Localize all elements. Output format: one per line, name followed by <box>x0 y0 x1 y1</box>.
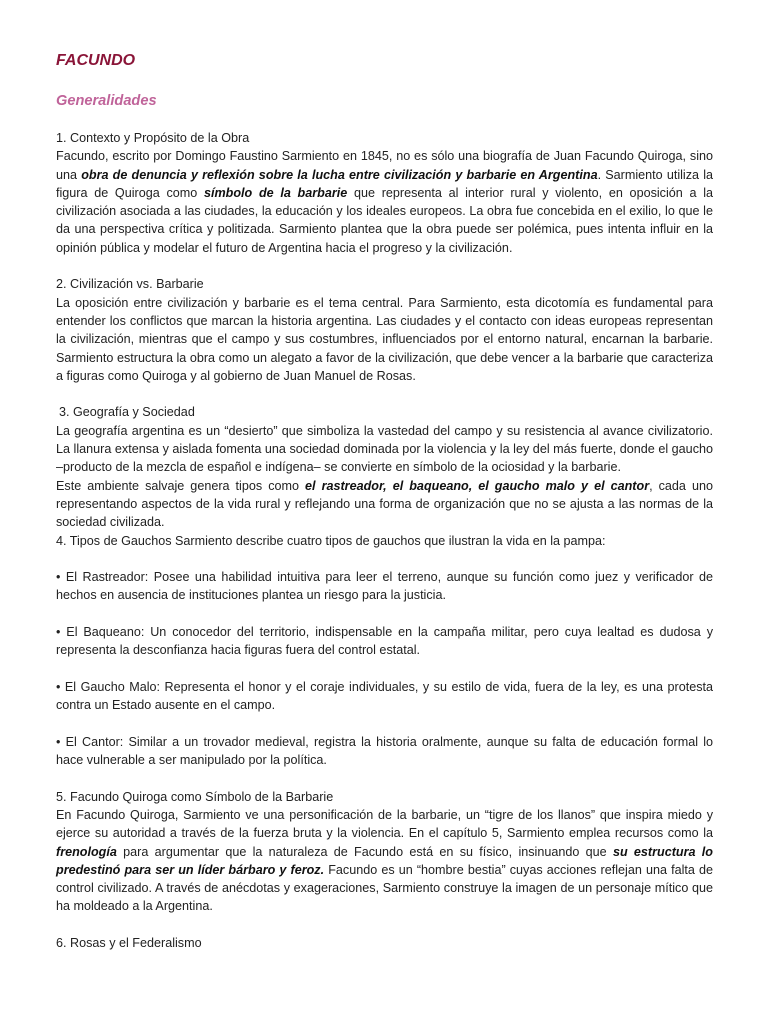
text-run: . Sarmiento utiliza la figura de Quiroga como <box>56 167 713 200</box>
emphasis-run: símbolo de la barbarie <box>203 185 348 200</box>
text-run: En Facundo Quiroga, Sarmiento ve una personificación de la barbarie, un “tigre de los llanos” que inspira miedo y ejerce su autoridad a través de la fuerza bruta y la violencia. En el capítulo 5, Sarmiento emplea recursos como la <box>56 807 713 841</box>
section-3-body-2 <box>56 477 713 532</box>
section-3-heading: 3. Geografía y Sociedad <box>59 405 195 420</box>
section-6 <box>56 934 713 952</box>
text-run: para argumentar que la naturaleza de Facundo está en su físico, insinuando que <box>116 844 613 859</box>
bullet-item: • El Baqueano: Un conocedor del territorio, indispensable en la campaña militar, pero cuya lealtad es dudosa y representa la desconfianza hacia figuras fuera del control estatal. <box>56 625 713 658</box>
section-2-body: La oposición entre civilización y barbarie es el tema central. Para Sarmiento, esta dicotomía es fundamental para entender los conflictos que marcan la historia argentina. Las ciudades y el contacto con ideas europeas representan la civilización, mientras que el campo y sus costumbres, influenciados por el entorno natural, encarnan la barbarie. Sarmiento estructura la obra como un alegato a favor de la civilización, que debe vencer a la barbarie que caracteriza a figuras como Quiroga y al gobierno de Juan Manuel de Rosas. <box>56 295 713 383</box>
text-run: que representa al interior rural y violento, en oposición a la civilización asociada a las ciudades, la educación y los ideales europeos. La obra fue concebida en el exilio, lo que le da una perspectiva crítica y politizada. Sarmiento plantea que la obra puede ser polémica, pues intenta influir en la opinión pública y modelar el futuro de Argentina hacia el progreso y la civilización. <box>56 185 713 255</box>
section-5-body <box>56 806 713 916</box>
emphasis-run: obra de denuncia y reflexión sobre la lucha entre civilización y barbarie en Argentina <box>81 167 598 182</box>
section-3 <box>56 403 713 531</box>
section-6-heading: 6. Rosas y el Federalismo <box>56 936 202 951</box>
bullet-item: • El Rastreador: Posee una habilidad intuitiva para leer el terreno, aunque su función como juez y verificador de hechos en ausencia de instituciones plantea un riesgo para la justicia. <box>56 570 713 603</box>
text-run: Facundo, escrito por Domingo Faustino Sarmiento en 1845, no es sólo una biografía de Juan Facundo Quiroga, sino una <box>56 149 713 182</box>
text-run: , cada uno representando aspectos de la vida rural y reflejando una forma de organización que no se ajusta a las normas de la sociedad civilizada. <box>56 478 713 530</box>
bullet-item: • El Gaucho Malo: Representa el honor y el coraje individuales, y su estilo de vida, fuera de la ley, es una protesta contra un Estado ausente en el campo. <box>56 679 713 713</box>
emphasis-run: el rastreador, el baqueano, el gaucho malo y el cantor <box>305 478 650 493</box>
section-1 <box>56 129 713 257</box>
section-2 <box>56 275 713 385</box>
section-3-body: La geografía argentina es un “desierto” que simboliza la vastedad del campo y su resistencia al avance civilizatorio. La llanura extensa y aislada fomenta una sociedad dominada por la violencia y la ley del más fuerte, donde el gaucho –producto de la mezcla de español e indígena– se convierte en símbolo de la ociosidad y la barbarie. <box>56 423 713 475</box>
section-2-heading: 2. Civilización vs. Barbarie <box>56 277 204 292</box>
section-5-heading: 5. Facundo Quiroga como Símbolo de la Barbarie <box>56 789 334 804</box>
emphasis-run: frenología <box>56 844 117 859</box>
section-4-heading: 4. Tipos de Gauchos Sarmiento describe cuatro tipos de gauchos que ilustran la vida en la pampa: <box>56 533 606 548</box>
document-page <box>56 50 713 952</box>
document-title: FACUNDO <box>56 52 136 69</box>
section-4 <box>56 532 713 770</box>
section-1-heading: 1. Contexto y Propósito de la Obra <box>56 131 250 145</box>
text-run: Este ambiente salvaje genera tipos como <box>56 478 306 493</box>
emphasis-run: su estructura lo predestinó para ser un líder bárbaro y feroz. <box>56 844 713 877</box>
section-subtitle: Generalidades <box>56 93 157 109</box>
section-5 <box>56 788 713 916</box>
bullet-item: • El Cantor: Similar a un trovador medieval, registra la historia oralmente, aunque su falta de educación formal lo hace vulnerable a ser manipulado por la política. <box>56 734 713 768</box>
text-run: Facundo es un “hombre bestia” cuyas acciones reflejan una falta de control civilizado. A través de anécdotas y exageraciones, Sarmiento construye la imagen de un personaje mítico que ha moldeado a la Argentina. <box>56 862 714 914</box>
section-1-body <box>56 147 713 257</box>
